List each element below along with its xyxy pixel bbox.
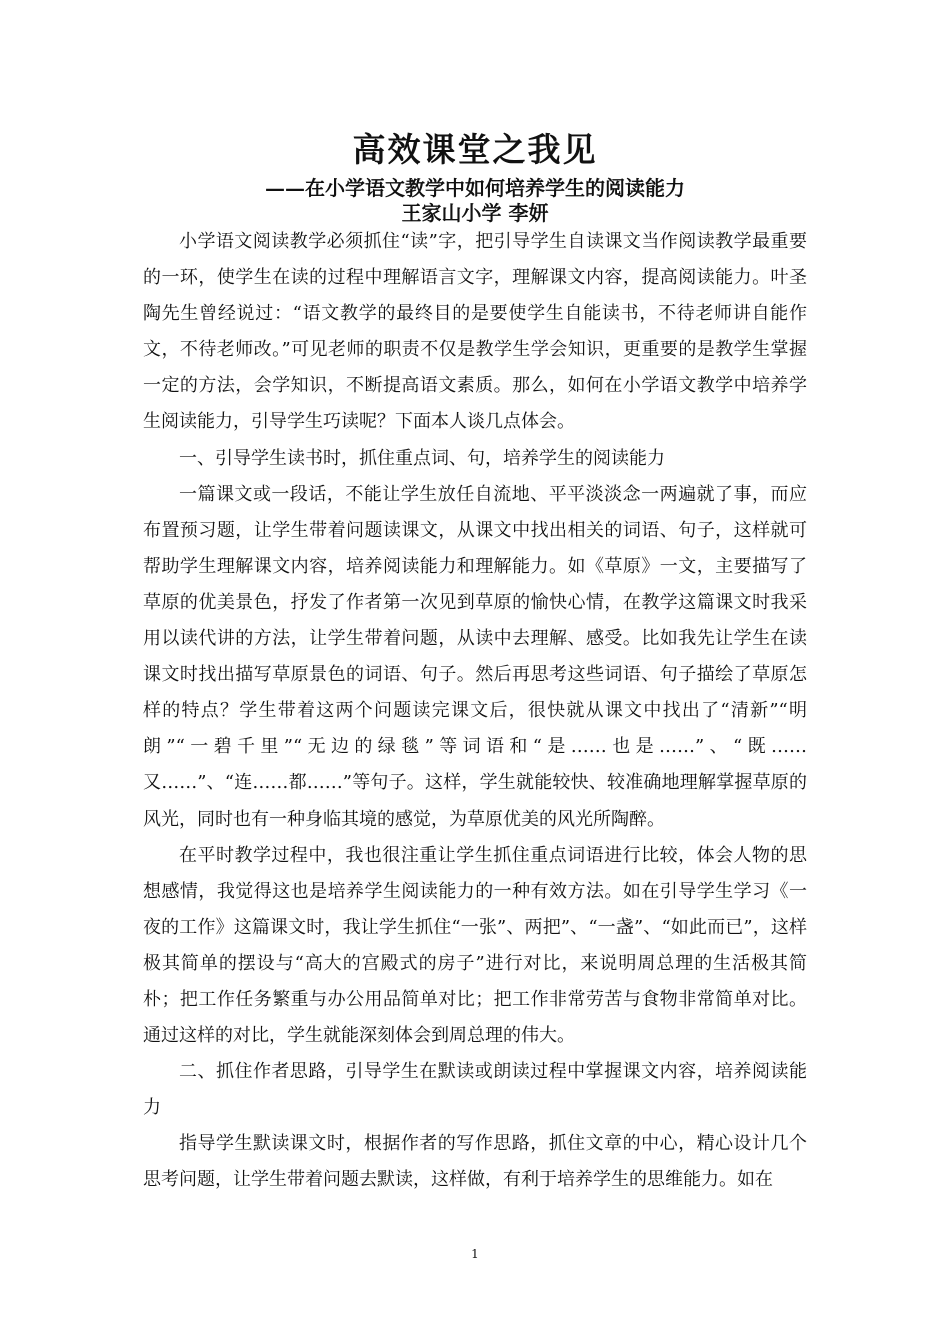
intro-paragraph: 小学语文阅读教学必须抓住“读”字，把引导学生自读课文当作阅读教学最重要的一环，使学生在读的过程中理解语言文字，理解课文内容，提高阅读能力。叶圣陶先生曾经说过：“语文教学的最终目的是要使学生自能读书，不待老师讲自能作文，不待老师改。”可见老师的职责不仅是教学生学会知识，更重要的是教学生掌握一定的方法，会学知识，不断提高语文素质。那么，如何在小学语文教学中培养学生阅读能力，引导学生巧读呢？下面本人谈几点体会。 <box>143 231 807 433</box>
document-subtitle: ——在小学语文教学中如何培养学生的阅读能力 <box>265 176 685 200</box>
body-paragraph: 指导学生默读课文时，根据作者的写作思路，抓住文章的中心，精心设计几个思考问题，让学生带着问题去默读，这样做，有利于培养学生的思维能力。如在 <box>143 1133 807 1191</box>
document-body <box>143 224 807 1199</box>
body-paragraph: 在平时教学过程中，我也很注重让学生抓住重点词语进行比较，体会人物的思想感情，我觉得这也是培养学生阅读能力的一种有效方法。如在引导学生学习《一夜的工作》这篇课文时，我让学生抓住“一张”、两把”、“一盏”、“如此而已”，这样极其简单的摆设与“高大的宫殿式的房子”进行对比，来说明周总理的生活极其简朴；把工作任务繁重与办公用品简单对比；把工作非常劳苦与食物非常简单对比。通过这样的对比，学生就能深刻体会到周总理的伟大。 <box>143 844 807 1047</box>
page-number: 1 <box>471 1247 479 1261</box>
section-heading-1: 一、引导学生读书时，抓住重点词、句，培养学生的阅读能力 <box>179 447 665 469</box>
section-heading-2: 二、抓住作者思路，引导学生在默读或朗读过程中掌握课文内容，培养阅读能力 <box>143 1061 807 1119</box>
document-title: 高效课堂之我见 <box>352 130 598 169</box>
body-paragraph: 一篇课文或一段话，不能让学生放任自流地、平平淡淡念一两遍就了事，而应布置预习题，让学生带着问题读课文，从课文中找出相关的词语、句子，这样就可帮助学生理解课文内容，培养阅读能力和理解能力。如《草原》一文，主要描写了草原的优美景色，抒发了作者第一次见到草原的愉快心情，在教学这篇课文时我采用以读代讲的方法，让学生带着问题，从读中去理解、感受。比如我先让学生在读课文时找出描写草原景色的词语、句子。然后再思考这些词语、句子描绘了草原怎样的特点？学生带着这两个问题读完课文后，很快就从课文中找出了“清新”“明朗”“一碧千里”“无边的绿毯”等词语和“是……也是……”、“既……又……”、“连……都……”等句子。这样，学生就能较快、较准确地理解掌握草原的风光，同时也有一种身临其境的感觉，为草原优美的风光所陶醉。 <box>143 483 807 830</box>
document-author: 王家山小学 李妍 <box>401 201 549 225</box>
